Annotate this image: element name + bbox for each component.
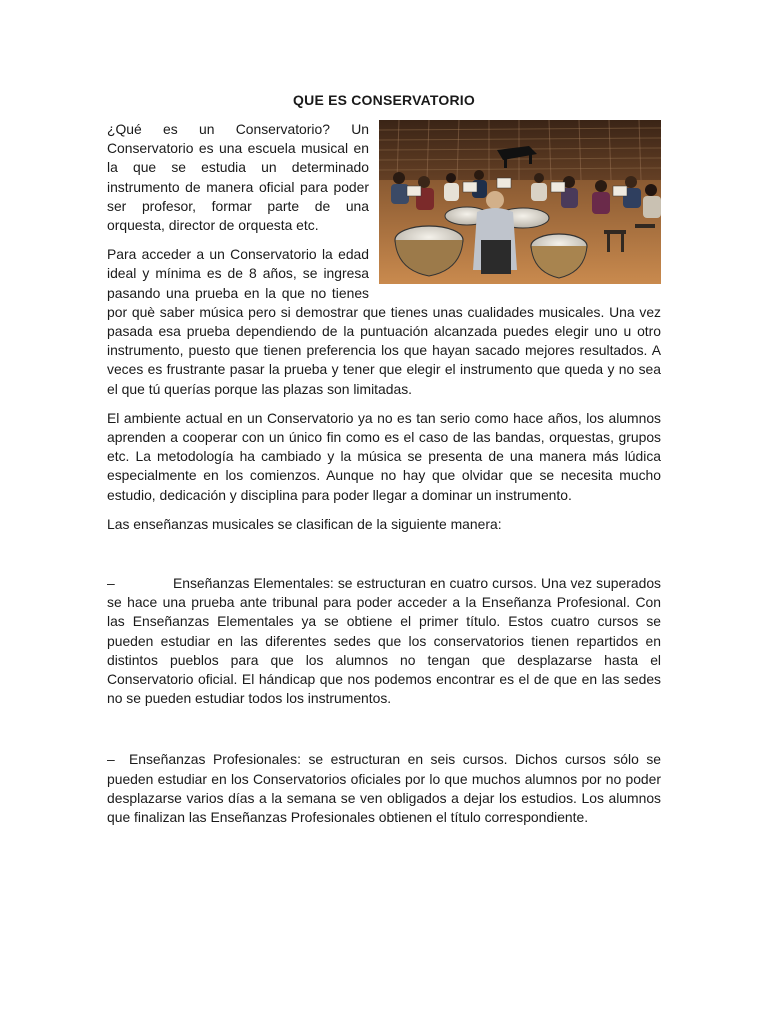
list-dash: –	[107, 751, 115, 768]
document-title: QUE ES CONSERVATORIO	[293, 92, 475, 108]
intro-paragraph: ¿Qué es un Conservatorio? Un Conservatorio es una escuela musical en la que se estudia un determinado instrumento de manera oficial para poder ser profesor, formar parte de una orquesta, director de orquesta etc.	[107, 121, 369, 234]
list-dash: –	[107, 575, 115, 592]
list-item-elementales	[107, 574, 661, 708]
access-paragraph: Para acceder a un Conservatorio la edad ideal y mínima es de 8 años, se ingresa pasando una prueba en la que no tienes por què saber música pero si demostrar que tienes unas cualidades musicales. Una vez pasada esa prueba dependiendo de la puntuación alcanzada puedes elegir uno u otro instrumento, puesto que tienen preferencia los que hayan sacado mejores resultados. A veces es frustrante pasar la prueba y tener que elegir el instrumento que queda y no sea el que tú querías porque las plazas son limitadas.	[107, 246, 661, 397]
classification-paragraph: Las enseñanzas musicales se clasifican de la siguiente manera:	[107, 515, 502, 532]
spacer	[107, 544, 661, 574]
environment-paragraph: El ambiente actual en un Conservatorio ya no es tan serio como hace años, los alumnos aprenden a cooperar con un único fin como es el caso de las bandas, orquestas, grupos etc. La metodología ha cambiado y la música se presenta de una manera más lúdica especialmente en los comienzos. Aunque no hay que olvidar que se necesita mucho estudio, dedicación y disciplina para poder llegar a dominar un instrumento.	[107, 409, 661, 503]
spacer	[107, 718, 661, 750]
list-item-profesionales	[107, 750, 661, 827]
document-body	[107, 120, 661, 837]
orchestra-rehearsal-photo	[379, 120, 661, 284]
list-item-text: Enseñanzas Elementales: se estructuran en cuatro cursos. Una vez superados se hace una prueba ante tribunal para poder acceder a la Enseñanza Profesional. Con las Enseñanzas Elementales ya se obtiene el primer título. Estos cuatro cursos se pueden estudiar en las diferentes sedes que los conservatorios tienen repartidos en distintos pueblos para que los alumnos no tengan que desplazarse hasta el Conservatorio oficial. El hándicap que nos podemos encontrar es el de que en las sedes no se pueden estudiar todos los instrumentos.	[107, 575, 661, 707]
list-item-text: Enseñanzas Profesionales: se estructuran en seis cursos. Dichos cursos sólo se pueden estudiar en los Conservatorios oficiales por lo que muchos alumnos por no poder desplazarse varios días a la semana se ven obligados a dejar los estudios. Los alumnos que finalizan las Enseñanzas Profesionales obtienen el título correspondiente.	[107, 751, 661, 826]
